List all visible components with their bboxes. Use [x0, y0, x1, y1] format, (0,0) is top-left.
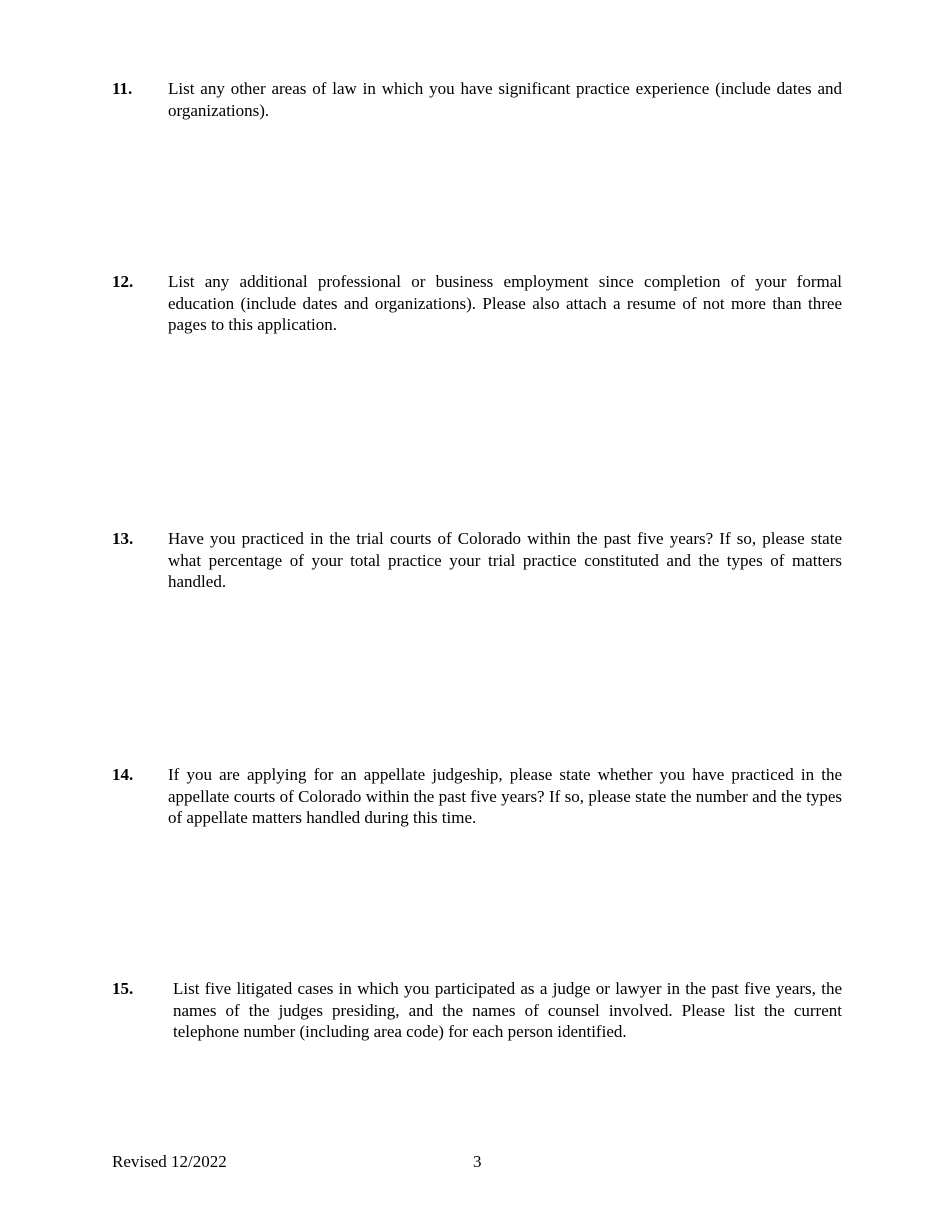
question-number: 15.: [112, 979, 134, 998]
answer-area-15[interactable]: [168, 1050, 842, 1140]
question-text: List any other areas of law in which you have significant practice experience (include dates and organizations).: [168, 79, 842, 120]
question-13: [112, 528, 842, 593]
question-text: Have you practiced in the trial courts of Colorado within the past five years? If so, please state what percentage of your total practice your trial practice constituted and the types of matters handled.: [168, 529, 842, 591]
question-11: [112, 78, 842, 121]
question-number: 11.: [112, 79, 133, 98]
question-14: [112, 764, 842, 829]
question-text: List any additional professional or business employment since completion of your formal education (include dates and organizations). Please also attach a resume of not more than three pages to this application.: [168, 272, 842, 334]
answer-area-14[interactable]: [168, 836, 842, 976]
answer-area-11[interactable]: [168, 128, 842, 268]
revision-date: Revised 12/2022: [112, 1152, 227, 1171]
page-number: 3: [473, 1152, 482, 1171]
answer-area-13[interactable]: [168, 600, 842, 760]
question-number: 13.: [112, 529, 134, 548]
question-number: 14.: [112, 765, 134, 784]
question-text: If you are applying for an appellate judgeship, please state whether you have practiced in the appellate courts of Colorado within the past five years? If so, please state the number and the types of appellate matters handled during this time.: [168, 765, 842, 827]
question-text: List five litigated cases in which you participated as a judge or lawyer in the past five years, the names of the judges presiding, and the names of counsel involved. Please list the current telephone number (including area code) for each person identified.: [173, 979, 842, 1041]
answer-area-12[interactable]: [168, 343, 842, 523]
question-12: [112, 271, 842, 336]
question-number: 12.: [112, 272, 134, 291]
question-15: [112, 978, 842, 1043]
